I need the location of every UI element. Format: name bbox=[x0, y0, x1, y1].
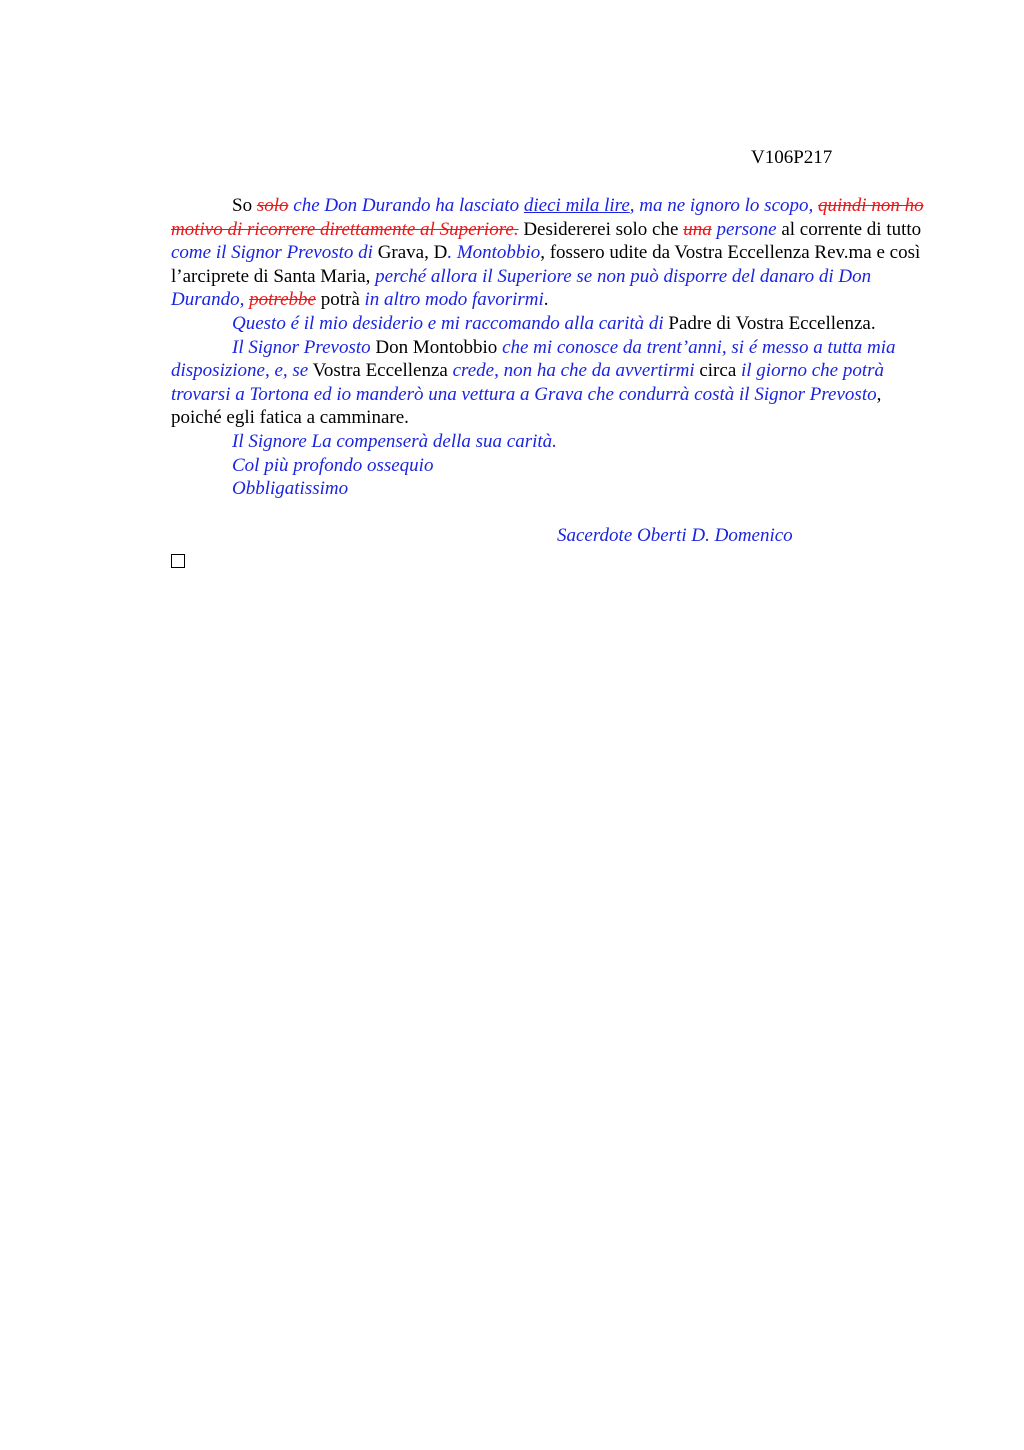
text-run: circa bbox=[694, 360, 741, 382]
inserted-text: il giorno che potrà trovarsi a Tortona ed io manderò una vettura a Grava che condurrà costà il Signor Prevosto bbox=[171, 360, 885, 405]
text-run: Don Montobbio bbox=[370, 336, 503, 358]
inserted-text: che Don Durando ha lasciato bbox=[288, 195, 524, 216]
text-run: . bbox=[543, 289, 549, 311]
text-run: Padre di Vostra Eccellenza. bbox=[663, 312, 876, 334]
inserted-text: . Montobbio bbox=[447, 242, 541, 264]
text-run: Grava, D bbox=[372, 242, 448, 264]
inserted-text: come il Signor Prevosto di bbox=[171, 242, 373, 264]
end-marker bbox=[171, 548, 931, 575]
text-run: , fossero udite da Vostra Eccellenza Rev.ma e così l’arciprete di Santa Maria, bbox=[171, 242, 921, 287]
inserted-text: , ma ne ignoro lo scopo, bbox=[629, 195, 819, 216]
letter-body bbox=[171, 194, 931, 575]
deleted-text: potrebbe bbox=[249, 289, 316, 311]
deleted-text: quindi non ho motivo di ricorrere direttamente al Superiore. bbox=[171, 195, 924, 240]
closing-line-3: Obbligatissimo bbox=[232, 478, 349, 500]
closing-line-1: Il Signore La compenserà della sua carità. bbox=[232, 430, 557, 452]
closing-line-2: Col più profondo ossequio bbox=[232, 454, 434, 476]
paragraph-1 bbox=[171, 194, 931, 312]
inserted-text: Questo é il mio desiderio e mi raccomando alla carità di bbox=[232, 312, 664, 334]
text-run: So bbox=[232, 195, 257, 216]
inserted-text: crede, non ha che da avvertirmi bbox=[452, 360, 695, 382]
inserted-text: in altro modo favorirmi bbox=[364, 289, 544, 311]
inserted-text: Il Signor Prevosto bbox=[232, 336, 371, 358]
inserted-text: persone bbox=[711, 218, 777, 240]
text-run: al corrente di tutto bbox=[776, 218, 922, 240]
inserted-text: che mi conosce da trent’anni, si é messo a tutta mia disposizione, e, se bbox=[171, 336, 896, 382]
inserted-text: perché allora il Superiore se non può disporre del danaro di Don Durando, bbox=[171, 265, 872, 311]
page-id: V106P217 bbox=[751, 147, 833, 168]
paragraph-2 bbox=[171, 312, 931, 336]
text-run: Vostra Eccellenza bbox=[308, 360, 453, 382]
deleted-text: solo bbox=[256, 195, 289, 216]
underlined-text: dieci mila lire bbox=[523, 195, 630, 216]
text-run: potrà bbox=[315, 289, 365, 311]
text-run: , poiché egli fatica a camminare. bbox=[171, 383, 882, 429]
signature: Sacerdote Oberti D. Domenico bbox=[557, 525, 793, 547]
paragraph-3 bbox=[171, 336, 931, 430]
checkbox-square-icon bbox=[171, 554, 185, 568]
text-run: Desidererei solo che bbox=[518, 218, 684, 240]
deleted-text: una bbox=[683, 218, 712, 240]
